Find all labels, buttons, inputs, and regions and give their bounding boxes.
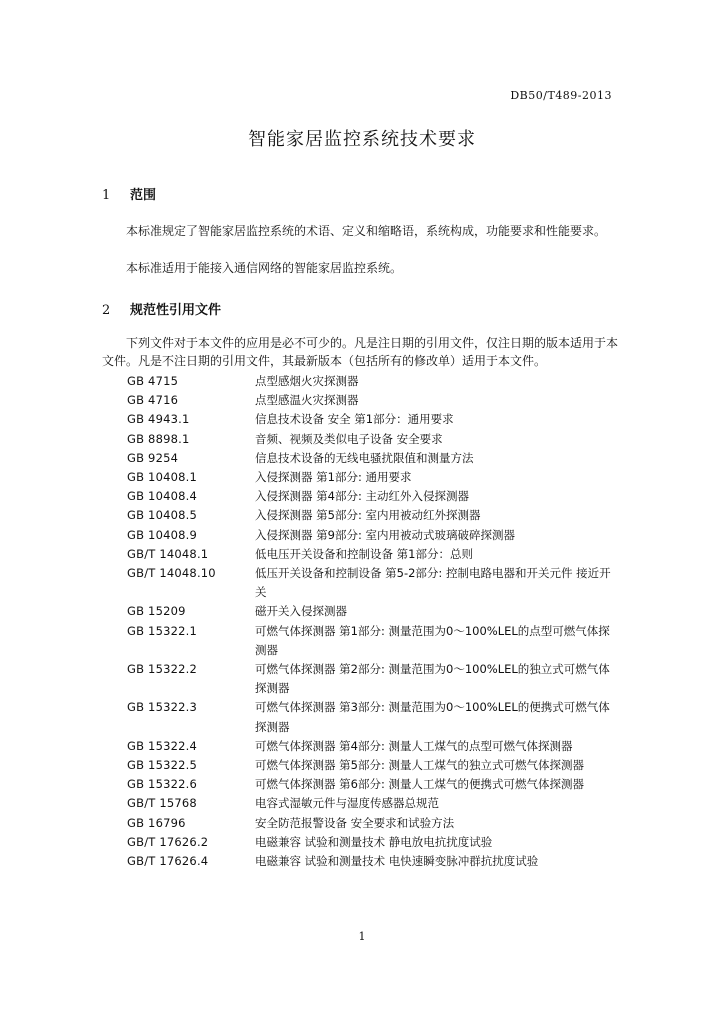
reference-row — [127, 449, 617, 468]
reference-row — [127, 660, 617, 698]
reference-row — [127, 372, 617, 391]
reference-code: GB 9254 — [127, 450, 179, 465]
section-title: 规范性引用文件 — [130, 303, 222, 318]
standard-number: DB50/T489-2013 — [510, 89, 612, 102]
reference-code: GB 15322.2 — [127, 662, 198, 677]
reference-title: 入侵探测器 第1部分: 通用要求 — [255, 470, 412, 485]
reference-code: GB 16796 — [127, 815, 186, 830]
reference-row — [127, 794, 617, 813]
reference-code: GB 15322.3 — [127, 700, 198, 715]
section-1-paragraph-2: 本标准适用于能接入通信网络的智能家居监控系统。 — [126, 261, 403, 275]
reference-row — [127, 622, 617, 660]
reference-title: 可燃气体探测器 第1部分: 测量范围为0～100%LEL的点型可燃气体探测器 — [255, 623, 610, 657]
reference-row — [127, 833, 617, 852]
reference-row — [127, 852, 617, 871]
reference-row — [127, 737, 617, 756]
reference-code: GB 10408.5 — [127, 508, 198, 523]
section-title: 范围 — [130, 188, 157, 203]
section-number: 2 — [102, 303, 111, 318]
reference-row — [127, 775, 617, 794]
section-1-paragraph-1: 本标准规定了智能家居监控系统的术语、定义和缩略语，系统构成，功能要求和性能要求。 — [126, 224, 607, 238]
reference-row — [127, 468, 617, 487]
reference-code: GB 15322.6 — [127, 777, 198, 792]
reference-title: 信息技术设备的无线电骚扰限值和测量方法 — [255, 450, 474, 465]
reference-code: GB 10408.4 — [127, 489, 198, 504]
reference-row — [127, 756, 617, 775]
reference-row — [127, 545, 617, 564]
reference-title: 电磁兼容 试验和测量技术 静电放电抗扰度试验 — [255, 834, 493, 849]
reference-title: 音频、视频及类似电子设备 安全要求 — [255, 431, 443, 446]
reference-title: 点型感温火灾探测器 — [255, 393, 359, 408]
reference-title: 点型感烟火灾探测器 — [255, 374, 359, 388]
reference-title: 信息技术设备 安全 第1部分：通用要求 — [255, 412, 454, 427]
document-title: 智能家居监控系统技术要求 — [248, 129, 476, 150]
reference-code: GB 15322.1 — [127, 623, 198, 638]
reference-title: 电磁兼容 试验和测量技术 电快速瞬变脉冲群抗扰度试验 — [255, 854, 539, 869]
reference-title: 电容式湿敏元件与湿度传感器总规范 — [255, 796, 439, 811]
reference-code: GB 15322.5 — [127, 758, 198, 773]
reference-title: 低电压开关设备和控制设备 第1部分：总则 — [255, 546, 473, 561]
reference-code: GB 4715 — [127, 374, 179, 388]
reference-code: GB 4716 — [127, 393, 179, 408]
section-2-paragraph-1: 下列文件对于本文件的应用是必不可少的。凡是注日期的引用文件，仅注日期的版本适用于本文件。凡是不注日期的引用文件，其最新版本（包括所有的修改单）适用于本文件。 — [102, 336, 619, 368]
reference-row — [127, 698, 617, 736]
reference-code: GB 15322.4 — [127, 738, 198, 753]
reference-code: GB/T 17626.4 — [127, 854, 209, 869]
reference-row — [127, 564, 617, 602]
reference-row — [127, 391, 617, 410]
reference-row — [127, 602, 617, 621]
reference-code: GB 8898.1 — [127, 431, 190, 446]
reference-code: GB 4943.1 — [127, 412, 190, 427]
reference-title: 可燃气体探测器 第4部分: 测量人工煤气的点型可燃气体探测器 — [255, 738, 573, 753]
reference-code: GB/T 14048.1 — [127, 546, 209, 561]
reference-title: 可燃气体探测器 第2部分: 测量范围为0～100%LEL的独立式可燃气体探测器 — [255, 662, 610, 696]
reference-row — [127, 410, 617, 429]
reference-code: GB/T 17626.2 — [127, 834, 209, 849]
reference-title: 安全防范报警设备 安全要求和试验方法 — [255, 815, 455, 830]
reference-title: 可燃气体探测器 第5部分: 测量人工煤气的独立式可燃气体探测器 — [255, 758, 584, 773]
reference-title: 磁开关入侵探测器 — [255, 604, 347, 619]
section-1-heading — [102, 184, 156, 203]
reference-code: GB 15209 — [127, 604, 186, 619]
reference-row — [127, 814, 617, 833]
reference-code: GB 10408.1 — [127, 470, 198, 485]
reference-code: GB/T 14048.10 — [127, 566, 216, 581]
reference-row — [127, 526, 617, 545]
reference-title: 入侵探测器 第4部分: 主动红外入侵探测器 — [255, 489, 470, 504]
reference-title: 可燃气体探测器 第6部分: 测量人工煤气的便携式可燃气体探测器 — [255, 777, 584, 792]
page-number: 1 — [358, 930, 366, 943]
reference-row — [127, 430, 617, 449]
reference-list — [127, 372, 617, 871]
reference-title: 入侵探测器 第5部分: 室内用被动红外探测器 — [255, 508, 481, 523]
reference-code: GB/T 15768 — [127, 796, 197, 811]
section-2-heading — [102, 299, 221, 318]
reference-code: GB 10408.9 — [127, 527, 198, 542]
reference-row — [127, 487, 617, 506]
section-number: 1 — [102, 188, 111, 203]
reference-title: 低压开关设备和控制设备 第5-2部分: 控制电路电器和开关元件 接近开关 — [255, 566, 611, 600]
reference-title: 入侵探测器 第9部分: 室内用被动式玻璃破碎探测器 — [255, 527, 515, 542]
reference-title: 可燃气体探测器 第3部分: 测量范围为0～100%LEL的便携式可燃气体探测器 — [255, 700, 610, 734]
reference-row — [127, 506, 617, 525]
